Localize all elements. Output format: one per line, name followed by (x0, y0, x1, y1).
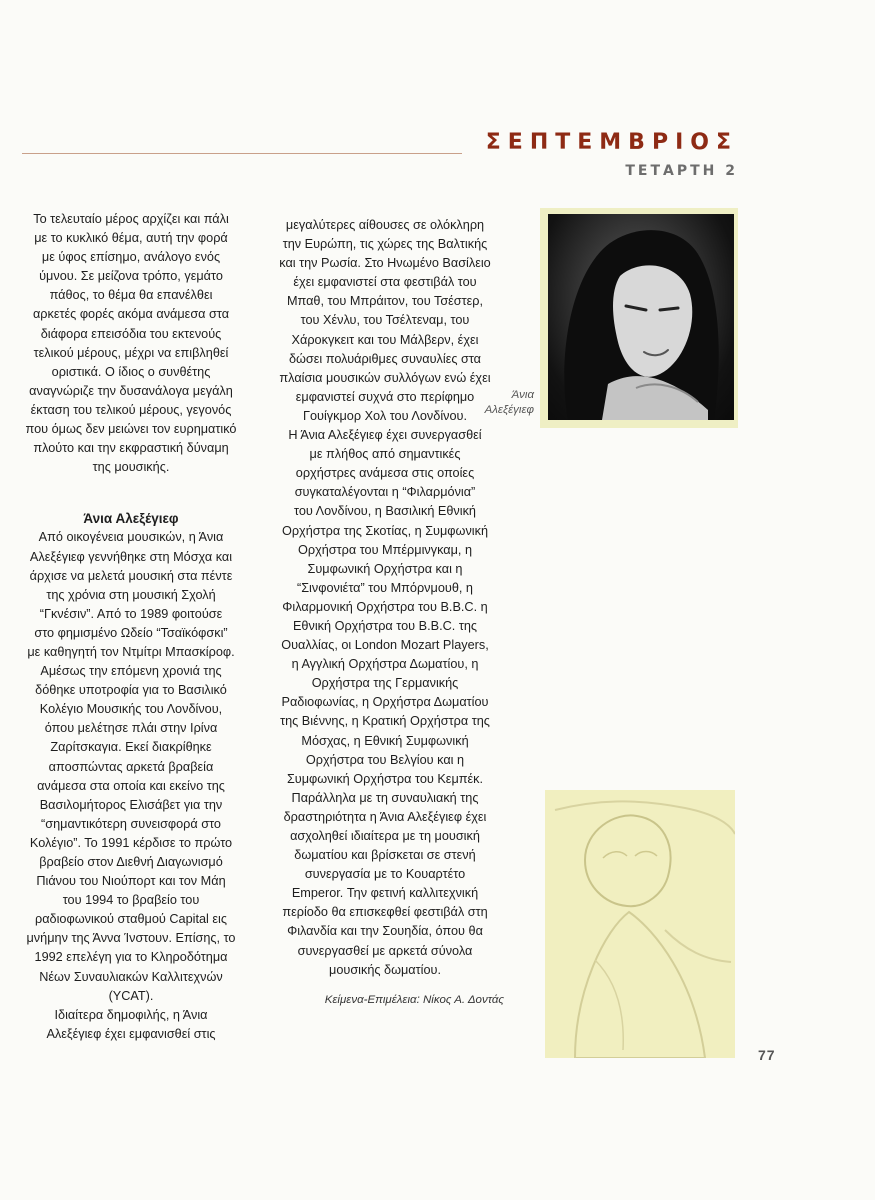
text-line: Πιάνου του Νιούπορτ και τον Μάη (36, 874, 226, 889)
text-line: Νέων Συναυλιακών Καλλιτεχνών (39, 969, 223, 984)
text-line: με ύφος επίσημο, ανάλογο ενός (41, 250, 221, 265)
text-line: Φιλαρμονική Ορχήστρα του B.B.C. η (282, 599, 488, 614)
text-line: δώσει πολυάριθμες συναυλίες στα (288, 351, 482, 366)
weekday-date: ΤΕΤΑΡΤΗ 2 (625, 163, 738, 179)
text-line: ύμνου. Σε μείζονα τρόπο, γεμάτο (39, 269, 223, 284)
classical-relief-illustration (545, 790, 735, 1058)
text-line: και την Ρωσία. Στο Ηνωμένο Βασίλειο (279, 256, 491, 271)
caption-line: Άνια (511, 389, 534, 401)
text-line: ανάμεσα στα οποία και εκείνο της (37, 778, 225, 793)
text-line: Ορχήστρα της Γερμανικής (311, 676, 459, 691)
text-line: έχει εμφανιστεί στα φεστιβάλ του (293, 275, 477, 290)
text-line: στο φημισμένο Ωδείο “Τσαϊκόφσκι” (34, 625, 228, 640)
text-line: Από οικογένεια μουσικών, η Άνια (38, 530, 224, 545)
text-line: δωματίου και βρίσκεται σε στενή (294, 848, 476, 863)
decorative-artwork (545, 790, 735, 1058)
text-line: Emperor. Την φετινή καλλιτεχνική (291, 886, 479, 901)
text-line: του Χένλυ, του Τσέλτεναμ, του (300, 313, 470, 328)
text-line: Εθνική Ορχήστρα του B.B.C. της (292, 618, 478, 633)
text-line: Παράλληλα με τη συναυλιακή της (291, 790, 479, 805)
text-line: Ραδιοφωνίας, η Ορχήστρα Δωματίου (281, 695, 489, 710)
text-line: εμφανιστεί συχνά στο περίφημο (295, 389, 475, 404)
text-line: Χάροκγκειτ και του Μάλβερν, έχει (291, 332, 479, 347)
text-line: μεγαλύτερες αίθουσες σε ολόκληρη (285, 218, 485, 232)
text-line: ασχοληθεί ιδιαίτερα με τη μουσική (290, 829, 480, 843)
text-line: όπου μελέτησε πλάι στην Ιρίνα (44, 721, 218, 736)
text-line: της Βιέννης, η Κρατική Ορχήστρα της (280, 714, 490, 729)
text-line: δραστηριότητα η Άνια Αλεξέγιεφ έχει (283, 809, 487, 824)
text-line: Αμέσως την επόμενη χρονιά της (40, 664, 222, 679)
text-line: του 1994 το βραβείο του (62, 893, 200, 908)
text-line: ορχήστρες ανάμεσα στις οποίες (295, 466, 475, 481)
text-line: συνεργασία με το Κουαρτέτο (304, 867, 466, 882)
text-line: του Λονδίνου, η Βασιλική Εθνική (294, 504, 476, 519)
text-line: με το κυκλικό θέμα, αυτή την φορά (34, 231, 228, 246)
text-line: οριστικά. Ο ίδιος ο συνθέτης (51, 364, 211, 379)
text-line: Κολέγιο”. Το 1991 κέρδισε το πρώτο (29, 835, 233, 850)
middle-column (266, 216, 504, 980)
text-line: διάφορα επεισόδια του εκτενούς (40, 326, 222, 341)
text-line: Ορχήστρα του Μπέρμινγκαμ, η (297, 542, 473, 557)
text-line: Γουίγκμορ Χολ του Λονδίνου. (302, 408, 467, 423)
text-line: αναγνώριζε την δυσανάλογα μεγάλη (29, 383, 233, 398)
text-line: Κολέγιο Μουσικής του Λονδίνου, (39, 702, 223, 717)
text-line: την Ευρώπη, τις χώρες της Βαλτικής (282, 237, 488, 252)
photo-caption (470, 388, 534, 418)
month-title: ΣΕΠΤΕΜΒΡΙΟΣ (485, 130, 738, 155)
text-line: περίοδο θα επισκεφθεί φεστιβάλ στη (282, 905, 488, 920)
text-line: συνεργασθεί με αρκετά σύνολα (297, 943, 473, 958)
text-line: Η Άνια Αλεξέγιεφ έχει συνεργασθεί (288, 428, 482, 443)
text-line: της μουσικής. (92, 460, 170, 475)
caption-line: Αλεξέγιεφ (484, 404, 534, 416)
text-line: “Γκνέσιν”. Από το 1989 φοιτούσε (39, 606, 223, 621)
text-line: “Σινφονιέτα” του Μπόρνμουθ, η (296, 580, 473, 595)
portrait-illustration (548, 214, 734, 420)
text-line: πλούτο και την εκφραστική δύναμη (33, 441, 229, 456)
text-line: με πλήθος από σημαντικές (309, 447, 461, 462)
text-line: Συμφωνική Ορχήστρα και η (307, 561, 463, 576)
text-line: αρκετές φορές ακόμα ανάμεσα στα (32, 307, 230, 322)
intro-paragraph (12, 210, 250, 477)
text-line: δόθηκε υποτροφία για το Βασιλικό (35, 683, 227, 698)
text-line: μνήμην της Άννα Ίνστουν. Επίσης, το (26, 931, 236, 946)
text-line: πλαίσια μουσικών συλλόγων ενώ έχει (279, 370, 491, 385)
text-line: Συμφωνική Ορχήστρα του Κεμπέκ. (286, 771, 484, 786)
text-line: “σημαντικότερη συνεισφορά στο (41, 816, 221, 831)
text-line: Αλεξέγιεφ έχει εμφανισθεί στις (46, 1026, 216, 1041)
text-line: άρχισε να μελετά μουσική στα πέντε (29, 568, 233, 583)
text-line: αποσπώντας αρκετά βραβεία (48, 759, 214, 774)
text-line: Μπαθ, του Μπράιτον, του Τσέστερ, (286, 294, 484, 309)
text-line: Ορχήστρα του Βελγίου και η (305, 752, 465, 767)
portrait-photo (548, 214, 734, 420)
editorial-credit: Κείμενα-Επιμέλεια: Νίκος Α. Δοντάς (324, 994, 504, 1006)
text-line: πάθος, το θέμα θα επανέλθει (49, 288, 213, 303)
left-column (12, 210, 250, 1044)
text-line: με καθηγητή τον Ντμίτρι Μπασκίροφ. (27, 644, 235, 659)
section-heading: Άνια Αλεξέγιεφ (83, 511, 179, 527)
text-line: η Αγγλική Ορχήστρα Δωματίου, η (291, 657, 479, 672)
text-line: Ζαρίτσκαγια. Εκεί διακρίθηκε (50, 740, 212, 755)
text-line: 1992 επελέγη για το Κληροδότημα (34, 950, 228, 965)
text-line: μουσικής δωματίου. (329, 962, 441, 977)
text-line: Μόσχας, η Εθνική Συμφωνική (301, 733, 469, 748)
text-line: τελικού μέρους, μέχρι να επιβληθεί (33, 345, 229, 360)
text-line: Το τελευταίο μέρος αρχίζει και πάλι (33, 212, 229, 226)
text-line: έκταση του τελικού μέρους, γεγονός (30, 402, 232, 417)
text-line: βραβείο στον Διεθνή Διαγωνισμό (39, 855, 223, 869)
text-line: Βασιλομήτορος Ελισάβετ για την (39, 797, 223, 812)
text-line: συγκαταλέγονται η “Φιλαρμόνια” (294, 485, 476, 500)
bio-paragraph (12, 528, 250, 1044)
text-line: Ουαλλίας, οι London Mozart Players, (281, 638, 489, 653)
text-line: (YCAT). (108, 988, 154, 1003)
text-line: ραδιοφωνικού σταθμού Capital εις (35, 912, 227, 927)
header-rule (22, 153, 462, 154)
page-number: 77 (758, 1047, 776, 1063)
text-line: Ορχήστρα της Σκοτίας, η Συμφωνική (281, 523, 489, 538)
text-line: Αλεξέγιεφ γεννήθηκε στη Μόσχα και (29, 549, 233, 564)
text-line: της χρόνια στη μουσική Σχολή (46, 587, 216, 602)
text-line: Ιδιαίτερα δημοφιλής, η Άνια (54, 1007, 208, 1022)
text-line: που όμως δεν μειώνει τον ευρηματικό (25, 422, 237, 437)
text-line: Φιλανδία και την Σουηδία, όπου θα (287, 924, 483, 939)
